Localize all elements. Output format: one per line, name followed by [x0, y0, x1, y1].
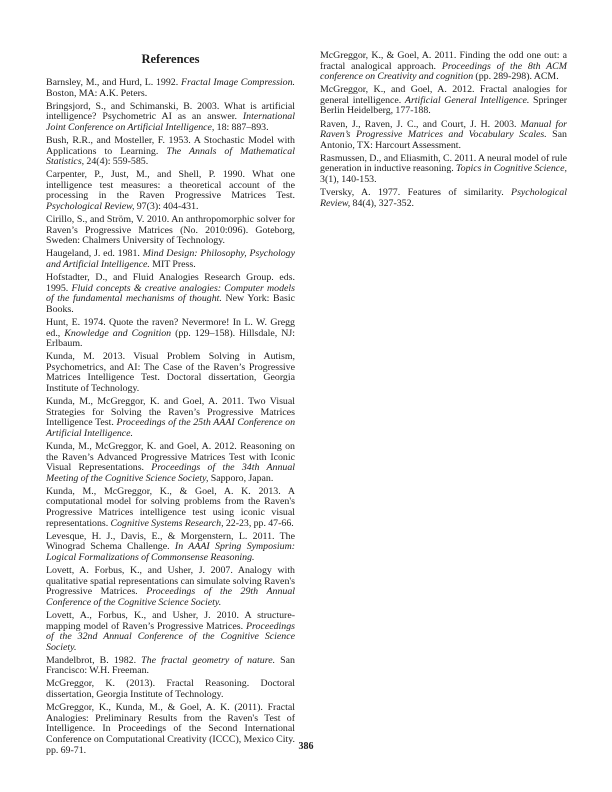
reference-text: Kunda, M., McGreggor, K. and Goel, A. 2012. Reasoning on the Raven’s Advanced Progressive Matrices Test with Iconic Visual Representations.: [46, 441, 295, 474]
reference-title-italic: Proceedings of the 29th Annual Conference of the Cognitive Science Society.: [46, 586, 295, 608]
reference-title-italic: Psychological Review,: [46, 201, 135, 213]
reference-title-italic: Topics in Cognitive Science,: [456, 163, 567, 175]
reference-title-italic: In AAAI Spring Symposium: Logical Formalizations of Commonsense Reasoning.: [46, 541, 295, 563]
reference-text: Sapporo, Japan.: [208, 472, 274, 484]
reference-text: Bush, R.R., and Mosteller, F. 1953. A Stochastic Model with Applications to Learning.: [46, 134, 295, 157]
reference-text: Cirillo, S., and Ström, V. 2010. An anthropomorphic solver for Raven’s Progressive Matrices (No. 2010:096). Goteborg, Sweden: Chalmers University of Technology.: [46, 214, 295, 247]
reference-entry: [46, 78, 295, 99]
reference-entry: [46, 352, 295, 394]
reference-entry: [46, 102, 295, 134]
reference-entry: [46, 249, 295, 270]
reference-text: McGreggor, K. (2013). Fractal Reasoning. Doctoral dissertation, Georgia Institute of Technology.: [46, 678, 295, 701]
reference-text: Haugeland, J. ed. 1981.: [46, 248, 143, 260]
reference-entry: [46, 170, 295, 212]
reference-title-italic: Cognitive Systems Research,: [110, 517, 224, 529]
reference-text: McGreggor, K., Kunda, M., & Goel, A. K. (2011). Fractal Analogies: Preliminary Results from the Raven's Test of Intelligence. In Proceedings of the Second International Conference on Computational Creativity (ICCC), Mexico City. pp. 69-71.: [46, 702, 295, 756]
reference-text: MIT Press.: [149, 259, 196, 270]
reference-text: McGreggor, K., & Goel, A. 2011. Finding the odd one out: a fractal analogical approach.: [320, 50, 567, 72]
reference-text: Raven, J., Raven, J. C., and Court, J. H. 2003.: [320, 118, 521, 130]
reference-entry: [46, 487, 295, 529]
reference-text: Rasmussen, D., and Eliasmith, C. 2011. A neural model of rule generation in inductive reasoning.: [320, 152, 567, 175]
page-footer: [0, 736, 612, 754]
reference-text: Tversky, A. 1977. Features of similarity.: [320, 187, 512, 199]
references-heading: References: [141, 52, 200, 66]
reference-entry: [46, 656, 295, 677]
reference-entry: [46, 215, 295, 247]
reference-entry: [320, 85, 567, 117]
reference-title-italic: The Annals of Mathematical Statistics,: [46, 145, 295, 168]
reference-title-italic: The fractal geometry of nature.: [141, 654, 276, 666]
reference-text: (pp. 129–158). Hillsdale, NJ: Erlbaum.: [46, 327, 296, 350]
references-list-left: [46, 78, 295, 756]
reference-entry: [320, 188, 567, 209]
reference-text: McGreggor, K., and Goel, A. 2012. Fractal analogies for general intelligence.: [320, 84, 567, 106]
reference-title-italic: International Joint Conference on Artificial Intelligence,: [46, 111, 295, 133]
references-list-right: [320, 51, 567, 209]
reference-title-italic: Fractal Image Compression.: [180, 77, 295, 88]
reference-text: 18: 887–893.: [214, 121, 269, 133]
reference-text: Kunda, M., McGreggor, K., & Goel, A. K. 2013. A computational model for solving problems from the Raven's Progressive Matrices intelligence test using iconic visual representations.: [46, 485, 295, 529]
reference-title-italic: Knowledge and Cognition: [64, 327, 172, 339]
reference-entry: [46, 679, 295, 700]
reference-text: (pp. 289-298). ACM.: [473, 71, 559, 83]
reference-title-italic: Psychological Review,: [320, 187, 567, 209]
reference-text: Levesque, H. J., Davis, E., & Morgenstern, L. 2011. The Winograd Schema Challenge.: [46, 530, 295, 553]
reference-text: Carpenter, P., Just, M., and Shell, P. 1990. What one intelligence test measures: a theoretical account of the processing in the Raven Progressive Matrices Test.: [46, 169, 295, 202]
reference-text: Mandelbrot, B. 1982.: [46, 654, 142, 666]
reference-entry: [46, 442, 295, 484]
reference-text: 22-23, pp. 47-66.: [223, 517, 294, 529]
reference-text: 84(4), 327-352.: [350, 197, 415, 209]
reference-entry: [320, 120, 567, 152]
reference-text: Hofstadter, D., and Fluid Analogies Research Group. eds. 1995.: [46, 272, 295, 294]
reference-text: Hunt, E. 1974. Quote the raven? Nevermore! In L. W. Gregg ed.,: [46, 316, 295, 339]
reference-title-italic: Proceedings of the 34th Annual Meeting of the Cognitive Science Society,: [46, 462, 295, 484]
reference-text: Boston, MA: A.K. Peters.: [46, 87, 148, 99]
reference-text: Lovett, A., Forbus, K., and Usher, J. 2010. A structure-mapping model of Raven’s Progressive Matrices.: [46, 609, 295, 632]
reference-title-italic: Proceedings of the 32nd Annual Conference of the Cognitive Science Society.: [46, 620, 295, 653]
reference-entry: [46, 318, 295, 350]
reference-text: Lovett, A. Forbus, K., and Usher, J. 2007. Analogy with qualitative spatial representations can simulate solving Raven's Progressive Matrices.: [46, 565, 295, 598]
reference-text: 24(4): 559-585.: [84, 156, 149, 168]
reference-entry: [46, 273, 295, 315]
reference-text: San Francisco: W.H. Freeman.: [46, 654, 295, 677]
reference-text: New York: Basic Books.: [46, 293, 295, 315]
page-number: 386: [298, 741, 314, 752]
reference-text: San Antonio, TX: Harcourt Assessment.: [320, 129, 567, 151]
reference-entry: [320, 51, 567, 83]
reference-title-italic: Mind Design: Philosophy, Psychology and Artificial Intelligence.: [46, 248, 296, 270]
reference-entry: [46, 611, 295, 653]
reference-entry: [46, 136, 295, 168]
reference-text: 97(3): 404-431.: [134, 201, 199, 213]
reference-text: Springer Berlin Heidelberg, 177-188.: [320, 94, 567, 117]
references-column-left: [46, 51, 295, 759]
references-column-right: [320, 51, 567, 212]
reference-text: Bringsjord, S., and Schimanski, B. 2003. What is artificial intelligence? Psychometric AI as an answer.: [46, 100, 295, 123]
reference-entry: [46, 397, 295, 439]
reference-title-italic: Artificial General Intelligence.: [404, 94, 530, 106]
reference-title-italic: Fluid concepts & creative analogies: Computer models of the fundamental mechanisms of thought.: [46, 282, 295, 305]
reference-entry: [46, 566, 295, 608]
reference-text: 3(1), 140-153.: [320, 174, 377, 186]
reference-title-italic: Manual for Raven’s Progressive Matrices and Vocabulary Scales.: [320, 118, 567, 141]
reference-entry: [46, 532, 295, 564]
reference-text: Barnsley, M., and Hurd, L. 1992.: [46, 77, 181, 88]
reference-title-italic: Proceedings of the 25th AAAI Conference on Artificial Intelligence.: [46, 417, 296, 439]
reference-title-italic: Proceedings of the 8th ACM conference on Creativity and cognition: [320, 60, 567, 83]
reference-entry: [320, 154, 567, 186]
reference-text: Kunda, M. 2013. Visual Problem Solving in Autism, Psychometrics, and AI: The Case of the Raven’s Progressive Matrices Intelligence Test. Doctoral dissertation, Georgia Institute of Technology.: [46, 351, 295, 395]
reference-text: Kunda, M., McGreggor, K. and Goel, A. 2011. Two Visual Strategies for Solving the Raven’s Progressive Matrices Intelligence Test.: [46, 396, 295, 429]
